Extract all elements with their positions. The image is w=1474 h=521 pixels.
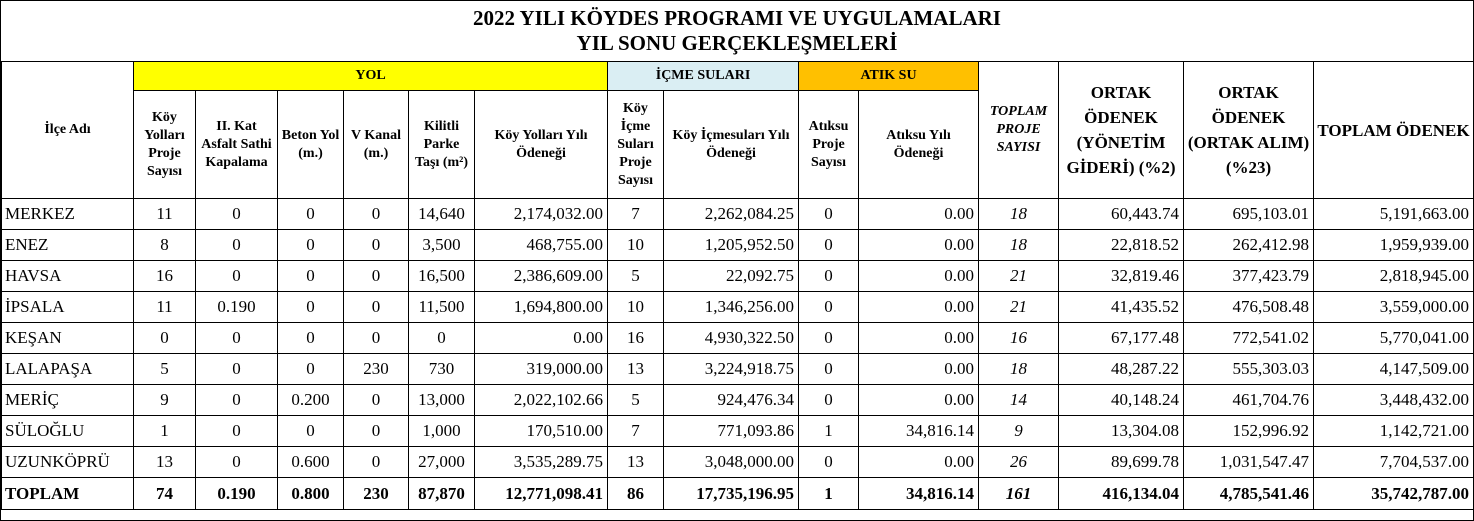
cell-ilce: TOPLAM: [2, 478, 134, 510]
cell-beton: 0: [278, 199, 344, 230]
cell-vkanal: 0: [344, 199, 409, 230]
report-table: [1, 61, 1474, 510]
cell-vkanal: 230: [344, 478, 409, 510]
cell-asfalt: 0: [196, 199, 278, 230]
cell-beton: 0.600: [278, 447, 344, 478]
table-row: [2, 416, 1474, 447]
cell-top: 1,959,939.00: [1314, 230, 1474, 261]
cell-ilce: UZUNKÖPRÜ: [2, 447, 134, 478]
header-ortak-odenek-yonetim: ORTAK ÖDENEK (YÖNETİM GİDERİ) (%2): [1059, 62, 1184, 199]
cell-asfalt: 0: [196, 447, 278, 478]
cell-tp: 21: [979, 261, 1059, 292]
cell-ico: 3,048,000.00: [664, 447, 799, 478]
cell-ilce: HAVSA: [2, 261, 134, 292]
cell-icp: 5: [608, 261, 664, 292]
cell-tp: 18: [979, 230, 1059, 261]
header-toplam-odenek: TOPLAM ÖDENEK: [1314, 62, 1474, 199]
table-row: [2, 261, 1474, 292]
header-asfalt: II. Kat Asfalt Sathi Kapalama: [196, 91, 278, 199]
cell-tp: 14: [979, 385, 1059, 416]
cell-kyo: 468,755.00: [475, 230, 608, 261]
cell-kyp: 5: [134, 354, 196, 385]
cell-vkanal: 0: [344, 230, 409, 261]
cell-top: 4,147,509.00: [1314, 354, 1474, 385]
cell-ato: 34,816.14: [859, 416, 979, 447]
header-kilitli-parke: Kilitli Parke Taşı (m²): [409, 91, 475, 199]
cell-kyo: 1,694,800.00: [475, 292, 608, 323]
cell-top: 3,448,432.00: [1314, 385, 1474, 416]
cell-alim: 4,785,541.46: [1184, 478, 1314, 510]
cell-kyo: 2,174,032.00: [475, 199, 608, 230]
cell-icp: 13: [608, 447, 664, 478]
cell-ato: 0.00: [859, 230, 979, 261]
cell-kyp: 8: [134, 230, 196, 261]
table-row: [2, 199, 1474, 230]
cell-yon: 60,443.74: [1059, 199, 1184, 230]
cell-ilce: KEŞAN: [2, 323, 134, 354]
header-beton-yol: Beton Yol (m.): [278, 91, 344, 199]
header-toplam-proje: TOPLAM PROJE SAYISI: [979, 62, 1059, 199]
cell-icp: 10: [608, 292, 664, 323]
cell-beton: 0.800: [278, 478, 344, 510]
cell-top: 7,704,537.00: [1314, 447, 1474, 478]
cell-atp: 1: [799, 416, 859, 447]
cell-yon: 13,304.08: [1059, 416, 1184, 447]
cell-vkanal: 0: [344, 447, 409, 478]
cell-vkanal: 0: [344, 292, 409, 323]
cell-top: 3,559,000.00: [1314, 292, 1474, 323]
header-atiksu-odenek: Atıksu Yılı Ödeneği: [859, 91, 979, 199]
cell-alim: 152,996.92: [1184, 416, 1314, 447]
title-line-1: 2022 YILI KÖYDES PROGRAMI VE UYGULAMALARI: [473, 6, 1001, 30]
cell-icp: 7: [608, 416, 664, 447]
group-header-icme-sulari: İÇME SULARI: [608, 62, 799, 91]
header-atiksu-proje: Atıksu Proje Sayısı: [799, 91, 859, 199]
header-icme-odenek: Köy İçmesuları Yılı Ödeneği: [664, 91, 799, 199]
cell-ico: 771,093.86: [664, 416, 799, 447]
cell-ilce: SÜLOĞLU: [2, 416, 134, 447]
table-row: [2, 230, 1474, 261]
total-row: [2, 478, 1474, 510]
cell-beton: 0: [278, 292, 344, 323]
cell-icp: 7: [608, 199, 664, 230]
cell-kyo: 2,386,609.00: [475, 261, 608, 292]
cell-ico: 3,224,918.75: [664, 354, 799, 385]
cell-beton: 0: [278, 416, 344, 447]
header-ortak-odenek-alim: ORTAK ÖDENEK (ORTAK ALIM) (%23): [1184, 62, 1314, 199]
cell-alim: 262,412.98: [1184, 230, 1314, 261]
cell-asfalt: 0: [196, 416, 278, 447]
cell-ato: 0.00: [859, 292, 979, 323]
cell-kyo: 2,022,102.66: [475, 385, 608, 416]
cell-kyo: 319,000.00: [475, 354, 608, 385]
cell-parke: 13,000: [409, 385, 475, 416]
cell-tp: 161: [979, 478, 1059, 510]
title-line-2: YIL SONU GERÇEKLEŞMELERİ: [576, 31, 898, 55]
cell-yon: 89,699.78: [1059, 447, 1184, 478]
cell-top: 2,818,945.00: [1314, 261, 1474, 292]
cell-atp: 0: [799, 447, 859, 478]
cell-kyo: 12,771,098.41: [475, 478, 608, 510]
cell-ico: 22,092.75: [664, 261, 799, 292]
cell-yon: 416,134.04: [1059, 478, 1184, 510]
cell-vkanal: 0: [344, 385, 409, 416]
group-header-yol: YOL: [134, 62, 608, 91]
cell-ico: 4,930,322.50: [664, 323, 799, 354]
cell-tp: 16: [979, 323, 1059, 354]
cell-ico: 17,735,196.95: [664, 478, 799, 510]
cell-tp: 26: [979, 447, 1059, 478]
table-row: [2, 354, 1474, 385]
header-koy-yollari-proje: Köy Yolları Proje Sayısı: [134, 91, 196, 199]
cell-kyp: 0: [134, 323, 196, 354]
cell-ato: 0.00: [859, 261, 979, 292]
cell-beton: 0: [278, 354, 344, 385]
cell-alim: 695,103.01: [1184, 199, 1314, 230]
cell-atp: 0: [799, 261, 859, 292]
header-icme-proje: Köy İçme Suları Proje Sayısı: [608, 91, 664, 199]
cell-icp: 13: [608, 354, 664, 385]
cell-beton: 0: [278, 323, 344, 354]
cell-yon: 22,818.52: [1059, 230, 1184, 261]
cell-kyp: 11: [134, 292, 196, 323]
cell-parke: 730: [409, 354, 475, 385]
group-header-atik-su: ATIK SU: [799, 62, 979, 91]
cell-top: 5,770,041.00: [1314, 323, 1474, 354]
cell-kyp: 9: [134, 385, 196, 416]
table-row: [2, 447, 1474, 478]
cell-yon: 67,177.48: [1059, 323, 1184, 354]
cell-vkanal: 230: [344, 354, 409, 385]
cell-asfalt: 0: [196, 385, 278, 416]
cell-parke: 87,870: [409, 478, 475, 510]
cell-atp: 0: [799, 199, 859, 230]
cell-top: 5,191,663.00: [1314, 199, 1474, 230]
cell-asfalt: 0: [196, 323, 278, 354]
cell-icp: 5: [608, 385, 664, 416]
cell-asfalt: 0.190: [196, 292, 278, 323]
cell-yon: 40,148.24: [1059, 385, 1184, 416]
table-row: [2, 292, 1474, 323]
cell-ato: 34,816.14: [859, 478, 979, 510]
cell-vkanal: 0: [344, 323, 409, 354]
cell-ilce: MERİÇ: [2, 385, 134, 416]
cell-beton: 0.200: [278, 385, 344, 416]
cell-kyo: 3,535,289.75: [475, 447, 608, 478]
cell-alim: 476,508.48: [1184, 292, 1314, 323]
cell-ato: 0.00: [859, 385, 979, 416]
cell-tp: 18: [979, 199, 1059, 230]
cell-alim: 555,303.03: [1184, 354, 1314, 385]
cell-ilce: MERKEZ: [2, 199, 134, 230]
cell-alim: 461,704.76: [1184, 385, 1314, 416]
table-row: [2, 323, 1474, 354]
cell-beton: 0: [278, 230, 344, 261]
cell-atp: 0: [799, 323, 859, 354]
cell-kyp: 11: [134, 199, 196, 230]
cell-kyp: 13: [134, 447, 196, 478]
cell-alim: 377,423.79: [1184, 261, 1314, 292]
cell-ato: 0.00: [859, 447, 979, 478]
cell-kyp: 74: [134, 478, 196, 510]
header-ilce: İlçe Adı: [2, 62, 134, 199]
table-body: [2, 199, 1474, 510]
cell-icp: 86: [608, 478, 664, 510]
cell-atp: 0: [799, 385, 859, 416]
cell-ico: 2,262,084.25: [664, 199, 799, 230]
table-row: [2, 385, 1474, 416]
cell-atp: 0: [799, 354, 859, 385]
cell-ico: 924,476.34: [664, 385, 799, 416]
cell-ilce: İPSALA: [2, 292, 134, 323]
cell-beton: 0: [278, 261, 344, 292]
cell-ico: 1,205,952.50: [664, 230, 799, 261]
cell-asfalt: 0.190: [196, 478, 278, 510]
cell-ico: 1,346,256.00: [664, 292, 799, 323]
cell-kyp: 16: [134, 261, 196, 292]
cell-asfalt: 0: [196, 354, 278, 385]
cell-ato: 0.00: [859, 199, 979, 230]
cell-parke: 16,500: [409, 261, 475, 292]
cell-yon: 41,435.52: [1059, 292, 1184, 323]
cell-atp: 0: [799, 292, 859, 323]
report-title: [1, 1, 1473, 61]
cell-parke: 14,640: [409, 199, 475, 230]
cell-ilce: ENEZ: [2, 230, 134, 261]
cell-vkanal: 0: [344, 261, 409, 292]
cell-icp: 16: [608, 323, 664, 354]
cell-parke: 3,500: [409, 230, 475, 261]
cell-ato: 0.00: [859, 323, 979, 354]
cell-tp: 21: [979, 292, 1059, 323]
cell-alim: 772,541.02: [1184, 323, 1314, 354]
cell-vkanal: 0: [344, 416, 409, 447]
cell-tp: 9: [979, 416, 1059, 447]
cell-kyo: 170,510.00: [475, 416, 608, 447]
cell-parke: 0: [409, 323, 475, 354]
cell-asfalt: 0: [196, 230, 278, 261]
cell-top: 35,742,787.00: [1314, 478, 1474, 510]
cell-parke: 11,500: [409, 292, 475, 323]
cell-asfalt: 0: [196, 261, 278, 292]
cell-yon: 32,819.46: [1059, 261, 1184, 292]
cell-parke: 1,000: [409, 416, 475, 447]
header-koy-yollari-odenek: Köy Yolları Yılı Ödeneği: [475, 91, 608, 199]
cell-kyp: 1: [134, 416, 196, 447]
cell-alim: 1,031,547.47: [1184, 447, 1314, 478]
cell-atp: 0: [799, 230, 859, 261]
cell-tp: 18: [979, 354, 1059, 385]
cell-atp: 1: [799, 478, 859, 510]
header-v-kanal: V Kanal (m.): [344, 91, 409, 199]
cell-ilce: LALAPAŞA: [2, 354, 134, 385]
cell-top: 1,142,721.00: [1314, 416, 1474, 447]
cell-parke: 27,000: [409, 447, 475, 478]
cell-yon: 48,287.22: [1059, 354, 1184, 385]
cell-kyo: 0.00: [475, 323, 608, 354]
cell-icp: 10: [608, 230, 664, 261]
cell-ato: 0.00: [859, 354, 979, 385]
